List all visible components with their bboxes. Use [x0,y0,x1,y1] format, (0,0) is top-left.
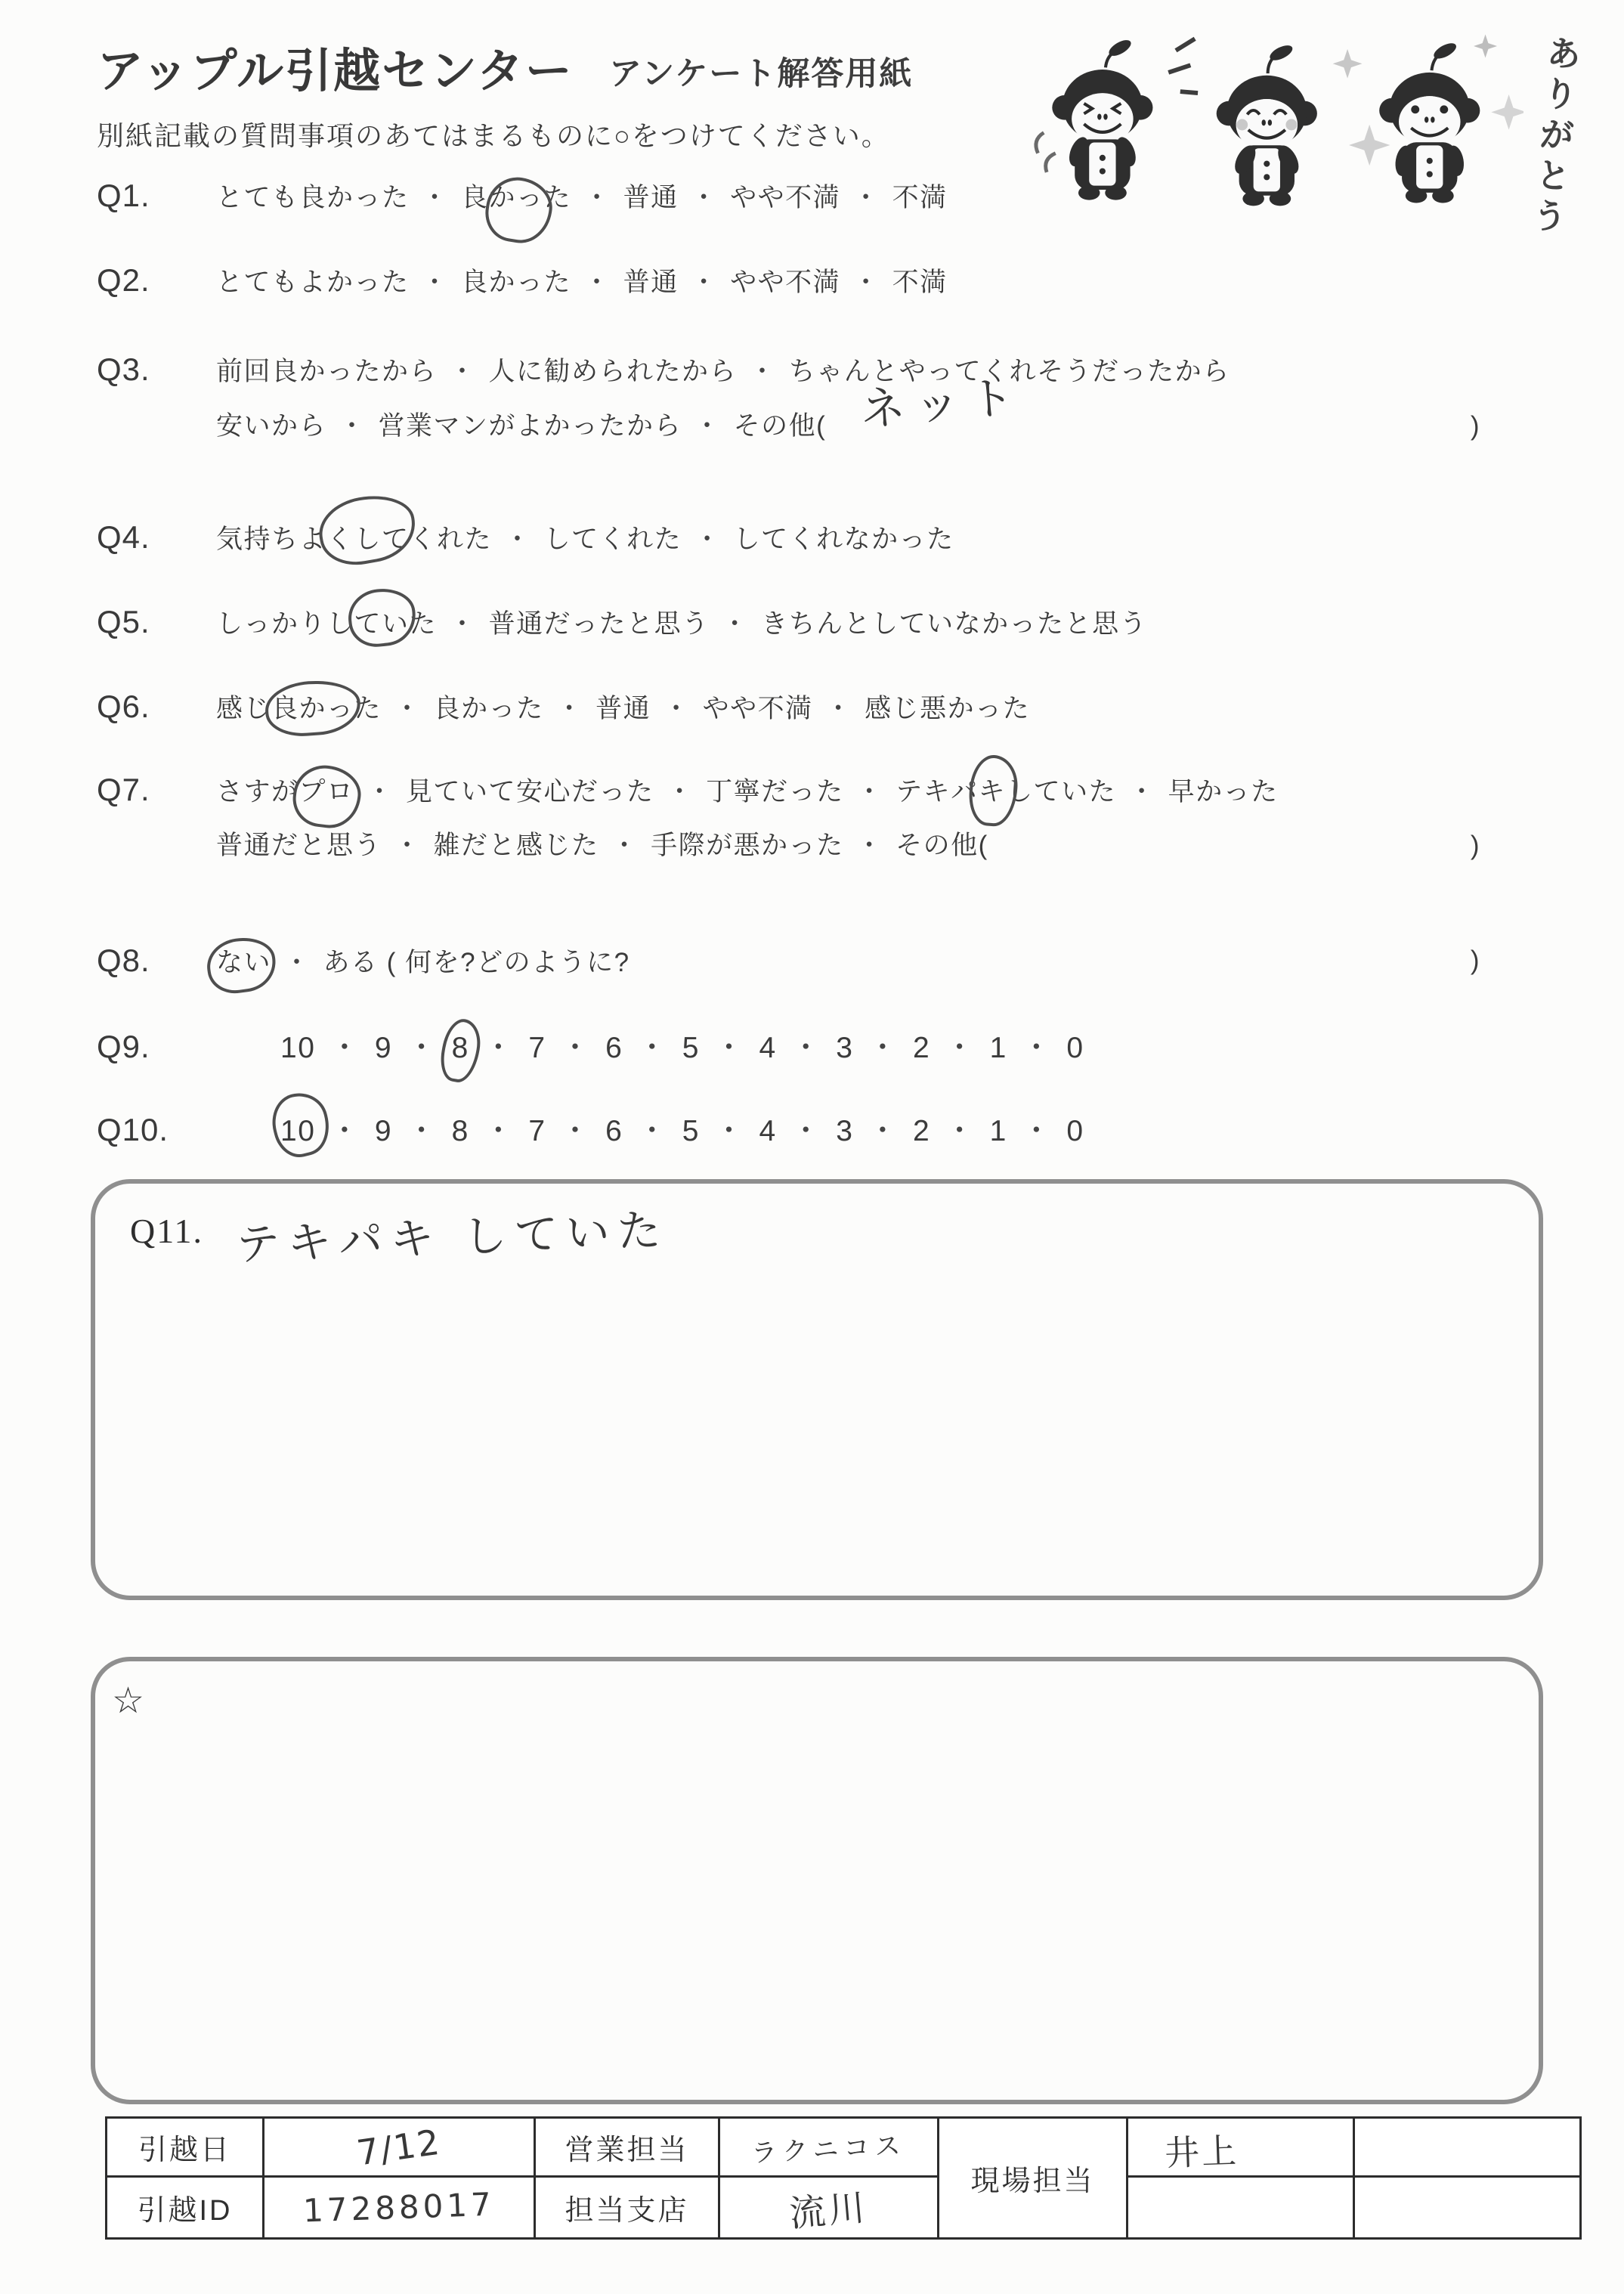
score-4: 4 [759,1032,777,1064]
dot-separator: ・ [583,183,611,212]
score-3: 3 [836,1032,854,1064]
dot-separator: ・ [483,1032,515,1064]
dot-separator: ・ [868,1032,899,1064]
option: その他 [896,831,979,860]
dot-separator: ・ [504,525,532,554]
handwritten-circle-mark: 8 [451,1032,469,1064]
option: ある [323,948,379,977]
score-10: 10 [280,1032,316,1064]
close-paren: ) [1470,946,1480,975]
option: 人に勧められたから [488,357,738,386]
question-2-row [97,263,1580,300]
question-8-label: Q8. [97,943,150,978]
dot-separator: ・ [694,525,722,554]
dot-separator: ・ [721,609,750,639]
question-11-label: Q11. [130,1212,204,1250]
score-5: 5 [682,1032,700,1064]
option-text: た [543,183,572,212]
handwritten-move-date: 7/12 [354,2121,444,2173]
option: 見ていて安心だった [406,777,654,806]
question-3-label: Q3. [97,351,150,387]
star-icon: ☆ [112,1681,145,1721]
option: 早かった [1168,777,1279,806]
option-text: さすが [216,777,299,806]
option-text: しっかりし [216,609,354,639]
handwritten-circle-mark: 10 [280,1115,316,1147]
dot-separator: ・ [694,411,722,441]
handwritten-branch: 流川 [787,2186,871,2236]
dot-separator: ・ [421,268,450,297]
option: してくれなかった [733,525,954,554]
score-1: 1 [989,1032,1007,1064]
move-date-label: 引越日 [107,2119,264,2178]
option: 不満 [892,268,948,297]
dot-separator: ・ [329,1115,360,1147]
empty-cell [1355,2119,1582,2178]
dot-separator: ・ [945,1115,976,1147]
dot-separator: ・ [852,268,880,297]
option: やや不満 [730,268,841,297]
option: ちゃんとやってくれそうだったから [788,357,1230,386]
option: 良かった [461,268,572,297]
question-7-row-2 [97,828,1580,863]
question-5-label: Q5. [97,604,150,639]
dot-separator: ・ [1021,1032,1053,1064]
option: とても良かった [216,183,410,212]
score-3: 3 [836,1115,854,1147]
option: きちんとしていなかったと思う [761,609,1148,639]
score-6: 6 [605,1032,623,1064]
option-text: 感じ [216,694,272,723]
option: 普通 [595,694,651,723]
dot-separator: ・ [421,183,450,212]
score-7: 7 [528,1032,546,1064]
question-4-row [97,520,1580,557]
handwritten-circle-mark: かっ [489,181,544,215]
dot-separator: ・ [449,609,477,639]
option [216,777,354,806]
dot-separator: ・ [663,694,691,723]
option: とてもよかった [216,268,410,297]
dot-separator: ・ [824,694,853,723]
option-text: テキパ [896,777,979,806]
handwritten-sales-rep: ラクニコス [750,2130,907,2169]
option [461,183,571,212]
question-9-row [97,1029,1580,1066]
dot-separator: ・ [555,694,584,723]
thank-you-vertical-text: ありがとう [1526,33,1583,240]
score-2: 2 [912,1115,931,1147]
option: やや不満 [702,694,813,723]
dot-separator: ・ [449,357,477,386]
option: 良かった [433,694,544,723]
sheet-subtitle: アンケート解答用紙 [609,56,914,92]
dot-separator: ・ [690,268,719,297]
score-6: 6 [605,1115,623,1147]
dot-separator: ・ [749,357,777,386]
dot-separator: ・ [852,183,880,212]
score-2: 2 [912,1032,931,1064]
dot-separator: ・ [790,1032,822,1064]
option-text: た [354,694,382,723]
option: 雑だと感じた [433,831,599,860]
monkey-1 [1052,37,1152,200]
score-0: 0 [1066,1032,1084,1064]
option: やや不満 [730,183,841,212]
question-4-label: Q4. [97,519,150,555]
question-5-row [97,605,1580,642]
motion-lines [1036,133,1056,172]
question-7-row [97,772,1580,810]
handwritten-circle-mark: ない [216,946,271,980]
dot-separator: ・ [394,694,422,723]
handwritten-circle-mark: てい [354,607,410,642]
dot-separator: ・ [868,1115,899,1147]
score-0: 0 [1066,1115,1084,1147]
dot-separator: ・ [339,411,367,441]
dot-separator: ・ [394,831,422,860]
score-7: 7 [528,1115,546,1147]
option-text: していた [1006,777,1117,806]
question-8-prompt: 何を?どのように? [405,948,630,977]
dot-separator: ・ [855,831,884,860]
dot-separator: ・ [637,1032,668,1064]
option-text: 良 [461,183,489,212]
handwritten-circle-mark: 良かっ [271,692,354,726]
question-1-row [97,178,1580,215]
question-3-row [97,352,1580,389]
handwritten-field-staff: 井上 [1164,2129,1240,2174]
field-staff-label: 現場担当 [939,2119,1128,2240]
q11-comment-box [91,1179,1543,1600]
option [896,777,1116,806]
dot-separator: ・ [1128,777,1156,806]
close-paren: ) [1470,831,1480,860]
open-paren: ( [816,411,827,441]
option: 普通 [623,183,679,212]
option [216,525,492,554]
dot-separator: ・ [713,1032,745,1064]
question-10-row [97,1113,1580,1149]
option: 手際が悪かった [651,831,844,860]
dot-separator: ・ [407,1032,438,1064]
instruction-text: 別紙記載の質問事項のあてはまるものに○をつけてください。 [97,120,890,151]
field-staff-cell [1128,2119,1355,2178]
question-1-label: Q1. [97,178,150,213]
handwritten-answer-net: ネット [858,370,1025,438]
dot-separator: ・ [713,1115,745,1147]
option: 丁寧だった [706,777,844,806]
dot-separator: ・ [366,777,394,806]
empty-cell [1128,2178,1355,2240]
dot-separator: ・ [283,948,311,977]
dot-separator: ・ [407,1115,438,1147]
dot-separator: ・ [666,777,694,806]
dot-separator: ・ [560,1115,592,1147]
question-7-label: Q7. [97,772,150,807]
dot-separator: ・ [583,268,611,297]
handwritten-move-id: 17288017 [302,2185,496,2230]
handwritten-circle-mark: プロ [299,775,354,810]
option: その他 [733,411,817,441]
dot-separator: ・ [855,777,884,806]
dot-separator: ・ [329,1032,360,1064]
star-comment-box [91,1657,1543,2104]
score-1: 1 [989,1115,1007,1147]
option: 普通だと思う [216,831,382,860]
option: 前回良かったから [216,357,438,386]
empty-cell [1355,2178,1582,2240]
option: 安いから [216,411,327,441]
option: 感じ悪かった [865,694,1031,723]
dot-separator: ・ [483,1115,515,1147]
score-9: 9 [374,1032,393,1064]
option: してくれた [543,525,682,554]
option-text: た [409,609,438,639]
option-text: くれた [409,525,493,554]
option: 普通だったと思う [488,609,710,639]
handwritten-q11-answer: テキパキ していた [235,1204,670,1271]
sales-rep-label: 営業担当 [536,2119,720,2178]
handwritten-circle-mark: キ [979,775,1007,810]
option: 営業マンがよかったから [378,411,682,441]
dot-separator: ・ [1021,1115,1053,1147]
open-paren: ( [978,831,988,860]
dot-separator: ・ [945,1032,976,1064]
score-4: 4 [759,1115,777,1147]
option: 不満 [892,183,948,212]
question-2-label: Q2. [97,262,150,298]
question-6-label: Q6. [97,689,150,724]
option [216,609,437,639]
branch-label: 担当支店 [536,2178,720,2240]
staff-info-table [105,2116,1582,2240]
option [216,694,382,723]
dot-separator: ・ [637,1115,668,1147]
move-date-cell [264,2119,536,2178]
dot-separator: ・ [790,1115,822,1147]
score-9: 9 [374,1115,393,1147]
dot-separator: ・ [690,183,719,212]
move-id-cell [264,2178,536,2240]
sparkle-strokes [1168,39,1198,93]
move-id-label: 引越ID [107,2178,264,2240]
option-text: 気持ちよ [216,525,327,554]
dot-separator: ・ [611,831,639,860]
question-9-label: Q9. [97,1029,150,1064]
company-title: アップル引越センター [97,45,574,98]
question-10-label: Q10. [97,1112,169,1147]
close-paren: ) [1470,411,1480,441]
question-8-row [97,943,1580,980]
dot-separator: ・ [560,1032,592,1064]
sales-rep-cell [720,2119,939,2178]
open-paren: ( [386,948,397,977]
question-6-row [97,689,1580,726]
score-5: 5 [682,1115,700,1147]
score-8: 8 [451,1115,469,1147]
option: 普通 [623,268,679,297]
branch-cell [720,2178,939,2240]
handwritten-circle-mark: くして [326,522,410,557]
